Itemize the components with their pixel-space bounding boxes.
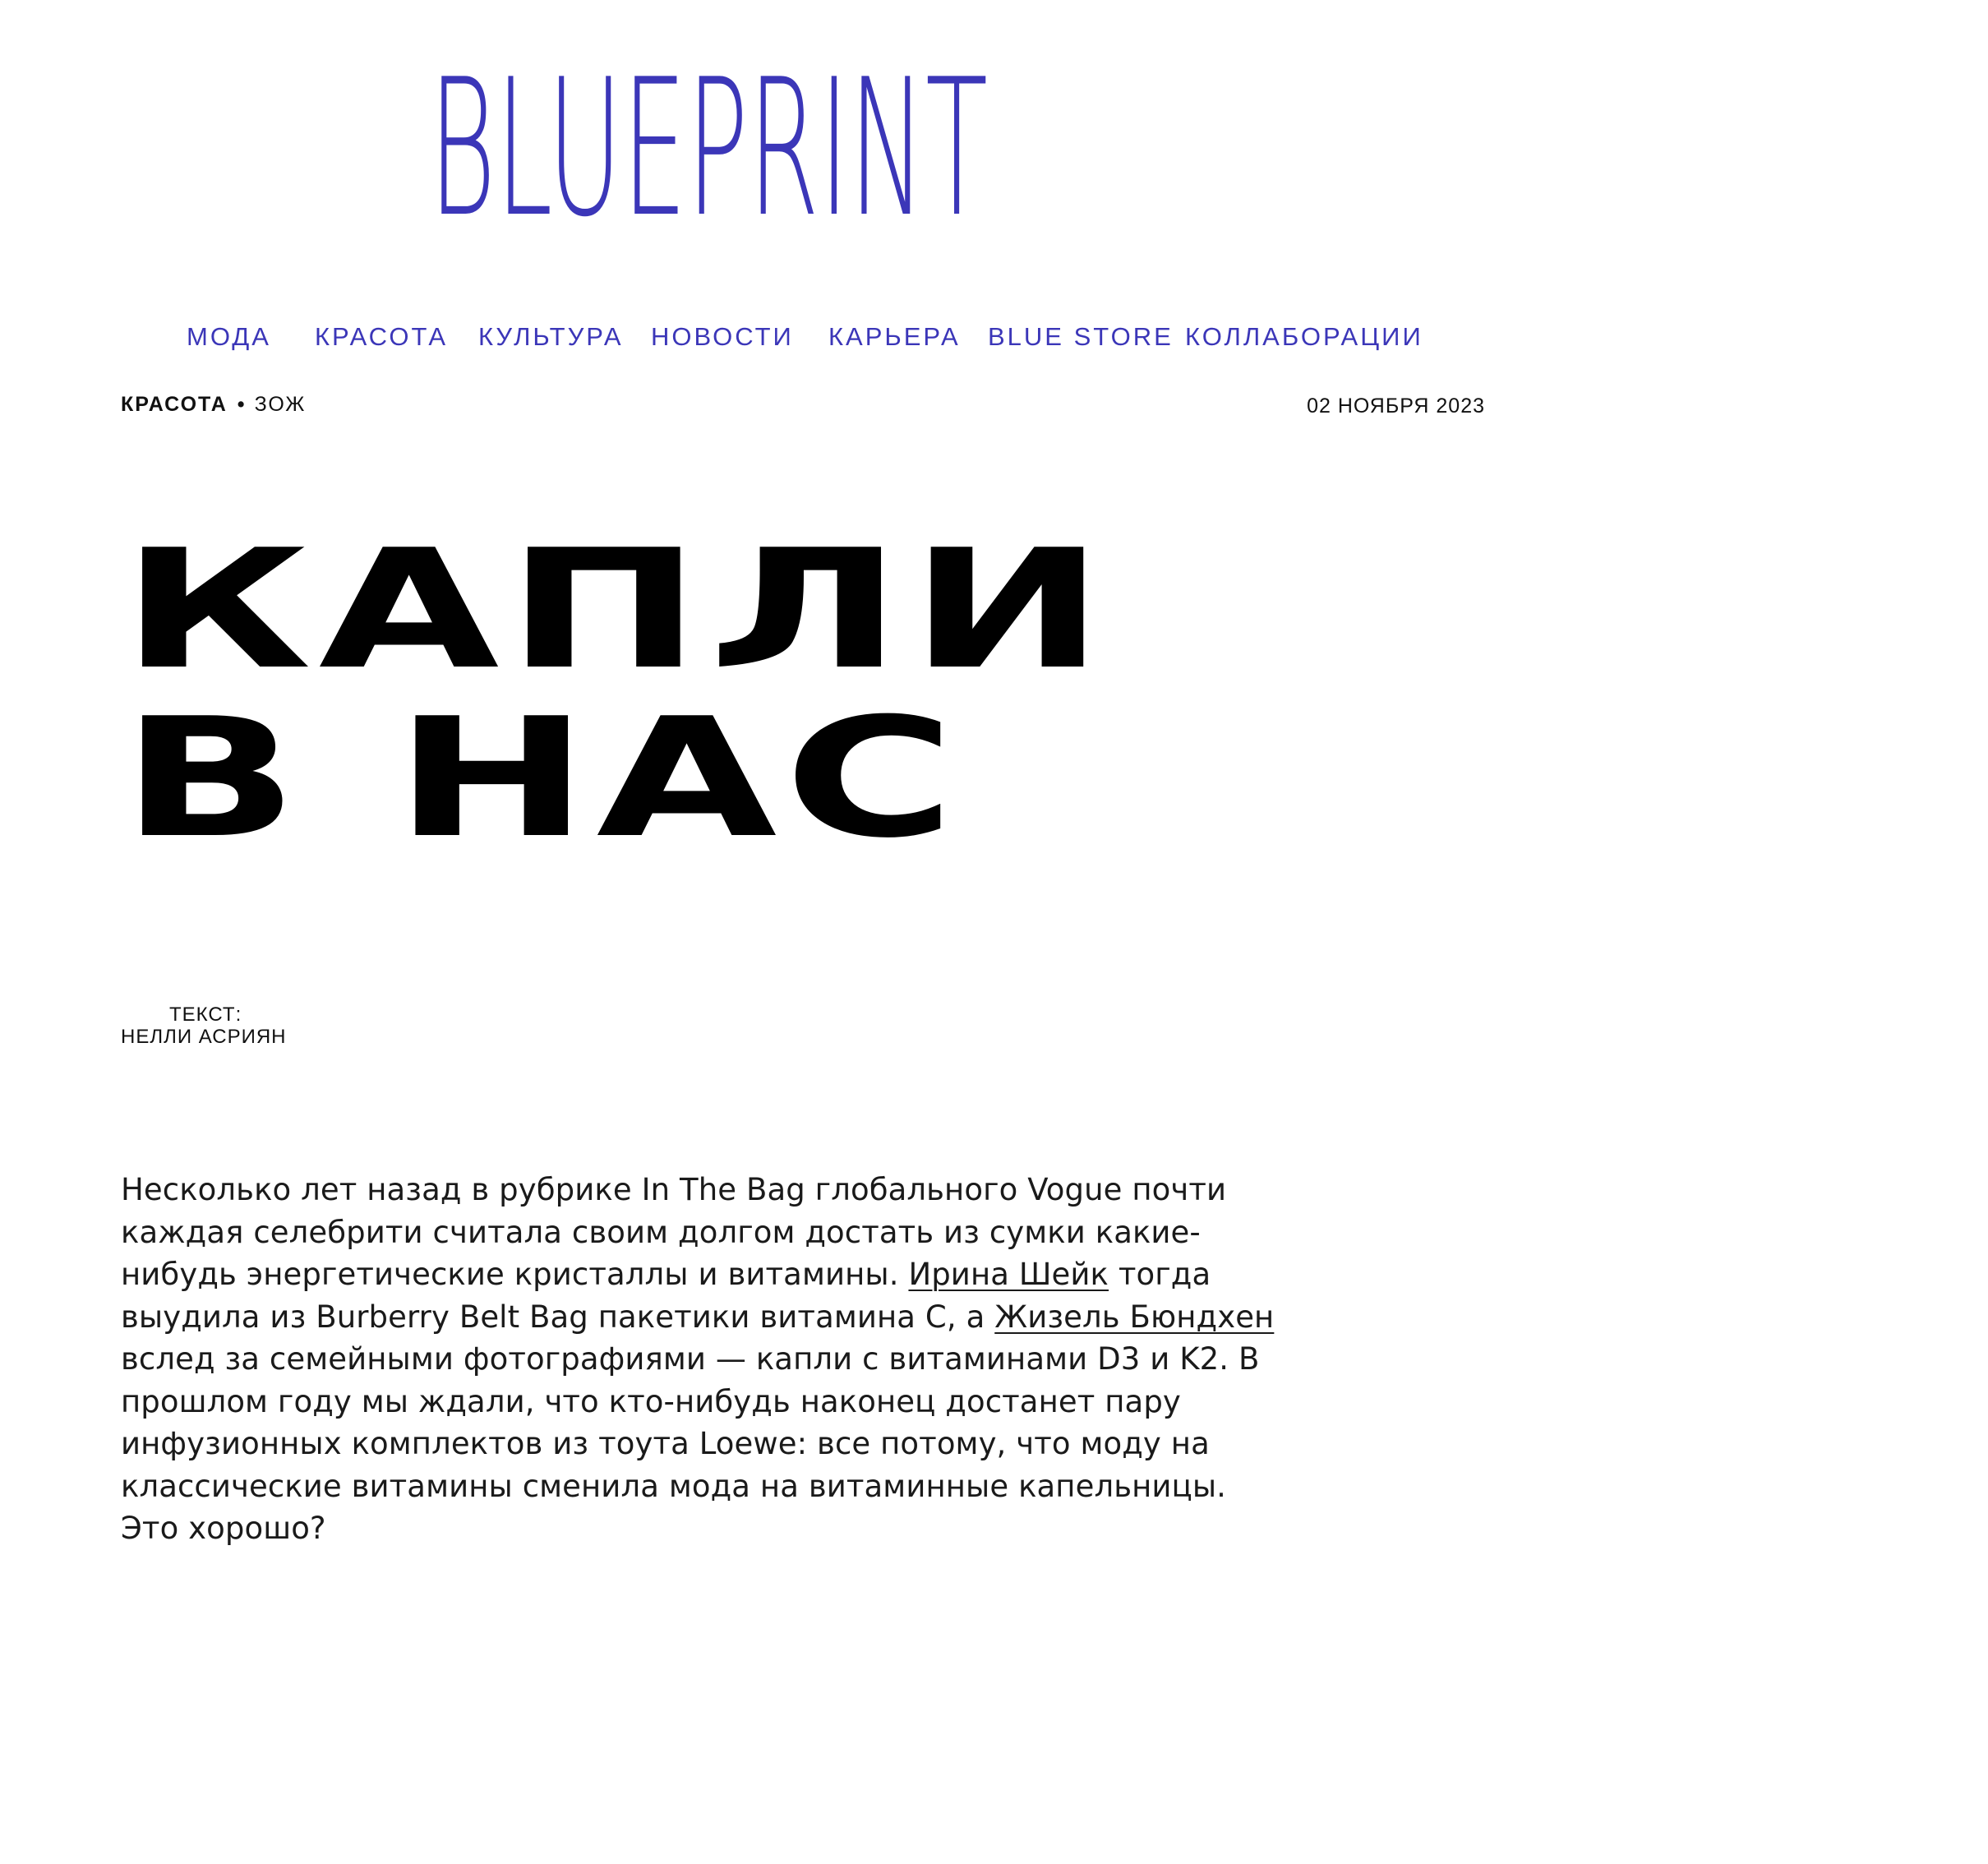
lead-text-part-2: тогда выудила из Burberry Belt Bag пакетики витамина C, а [121,1257,1211,1335]
lead-text-part-1: Несколько лет назад в рубрике In The Bag глобального Vogue почти каждая селебрити считала своим долгом достать из сумки какие-нибудь энергетические кристаллы и витамины. [121,1172,1227,1292]
article-lead-paragraph [121,1169,1288,1550]
nav-item-moda[interactable]: МОДА [187,322,271,351]
byline-label: ТЕКСТ: [169,1004,242,1026]
lead-text-part-3: вслед за семейными фотографиями — капли с витаминами D3 и K2. В прошлом году мы ждали, что кто-нибудь наконец достанет пару инфузионных комплектов из тоута Loewe: все потому, что моду на классические витамины сменила мода на витаминные капельницы. Это хорошо? [121,1341,1260,1546]
subrubric-link[interactable]: ЗОЖ [254,393,307,416]
headline-line-1: КАПЛИ [121,514,1112,706]
article-meta [121,393,1485,426]
main-navigation [0,322,1603,363]
rubric-breadcrumb [121,393,306,417]
rubric-link[interactable]: КРАСОТА [121,393,228,416]
nav-item-kultura[interactable]: КУЛЬТУРА [478,322,624,351]
nav-item-kariera[interactable]: КАРЬЕРА [828,322,961,351]
nav-item-krasota[interactable]: КРАСОТА [315,322,449,351]
author-link[interactable]: НЕЛЛИ АСРИЯН [121,1026,287,1048]
logo-text: BLUEPRINT [429,39,988,259]
blueprint-logo[interactable] [429,39,988,259]
nav-item-kollaboracii[interactable]: КОЛЛАБОРАЦИИ [1185,322,1423,351]
nav-item-blue-store[interactable]: BLUE STORE [988,322,1174,351]
link-gisele-bundchen[interactable]: Жизель Бюндхен [994,1299,1275,1335]
article-headline [121,514,1436,874]
byline [121,1004,287,1048]
nav-item-novosti[interactable]: НОВОСТИ [651,322,794,351]
publish-date: 02 НОЯБРЯ 2023 [1307,394,1485,418]
rubric-separator: • [237,393,247,416]
link-irina-shayk[interactable]: Ирина Шейк [908,1257,1109,1292]
headline-line-2: В НАС [121,683,962,874]
